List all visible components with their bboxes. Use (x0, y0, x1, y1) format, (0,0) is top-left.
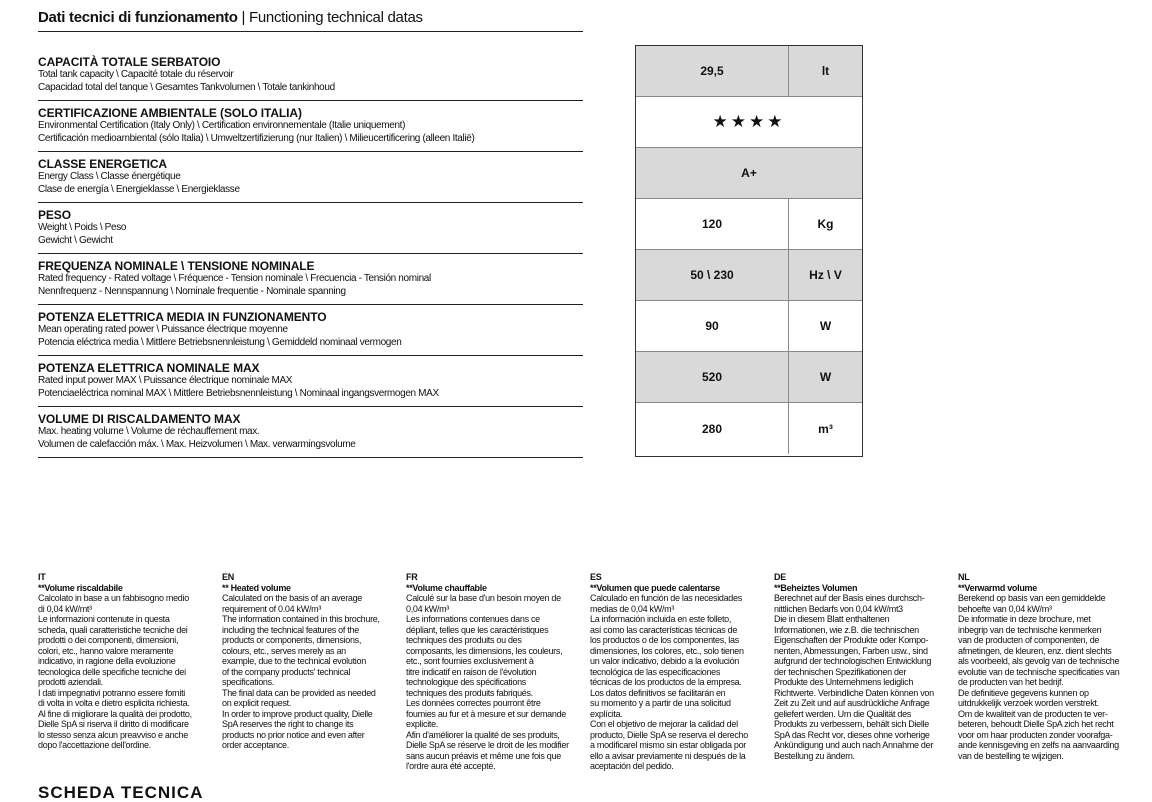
next-section-heading: SCHEDA TECNICA (38, 783, 204, 802)
note-language: FR (406, 572, 418, 582)
spec-translation: Max. heating volume \ Volume de réchauffement max. (38, 426, 260, 437)
spec-heading: CAPACITÀ TOTALE SERBATOIO (38, 55, 221, 69)
note-line: van de producten of componenten, de (958, 635, 1100, 645)
value-cell: 280 (636, 403, 789, 454)
note-it (38, 572, 218, 751)
note-line: aufgrund der technologischen Entwicklung (774, 656, 932, 666)
spec-row-weight (38, 203, 583, 254)
spec-translation: Gewicht \ Gewicht (38, 234, 113, 246)
unit-cell: lt (821, 64, 830, 78)
note-line: prodotti o dei componenti, dimensioni, (38, 635, 179, 645)
note-line: a modificarel mismo sin estar obligada por (590, 740, 746, 750)
note-line: colori, etc., hanno valore meramente (38, 645, 174, 656)
note-body (406, 593, 586, 772)
unit-cell: W (819, 370, 832, 384)
note-line: explicite. (406, 719, 439, 729)
spec-list (38, 50, 583, 458)
note-line: sans aucun préavis et même une fois que (406, 750, 561, 761)
note-line: colours, etc., serves merely as an (222, 645, 346, 656)
spec-translation: Rated input power MAX \ Puissance électrique nominale MAX (38, 375, 293, 386)
spec-row-frequency-voltage (38, 254, 583, 305)
note-line: beteren, behoudt Dielle SpA zich het recht (958, 719, 1114, 729)
note-line: of the company products' technical (222, 666, 351, 677)
note-heading: **Verwarmd volume (958, 582, 1037, 593)
note-es (590, 572, 770, 772)
note-line: Calcolato in base a un fabbisogno medio (38, 593, 189, 603)
note-line: nenten, Abmessungen, Farben usw., sind (774, 645, 928, 656)
note-heading: **Volume riscaldabile (38, 582, 123, 593)
spec-row-tank-capacity (38, 50, 583, 101)
note-line: Bestellung zu ändern. (774, 750, 855, 761)
note-language: DE (774, 572, 786, 582)
note-line: nittlichen Bedarfs von 0,04 kW/mt3 (774, 603, 903, 614)
note-line: Eigenschaften der Produkte oder Kompo- (774, 635, 929, 645)
value-cell: 50 \ 230 (636, 250, 789, 300)
spec-heading: PESO (38, 208, 71, 222)
spec-translation: Total tank capacity \ Capacité totale du réservoir (38, 69, 234, 80)
note-line: products no prior notice and even after (222, 729, 365, 740)
note-line: l'ordre aura été accepté. (406, 761, 496, 771)
note-line: specifications. (222, 677, 275, 687)
note-line: Om de kwaliteit van de producten te ver- (958, 708, 1108, 719)
spec-row-mean-power (38, 305, 583, 356)
note-line: Ankündigung und auch nach Annahme der (774, 740, 934, 750)
note-line: Produkts zu verbessern, behält sich Dielle (774, 719, 929, 729)
note-line: Al fine di migliorare la qualità dei prodotto, (38, 708, 192, 719)
page-title (38, 9, 423, 26)
note-line: In order to improve product quality, Dielle (222, 708, 373, 719)
value-row-frequency-voltage (636, 250, 862, 301)
spec-row-environmental-certification (38, 101, 583, 152)
note-language: EN (222, 572, 234, 582)
note-fr (406, 572, 586, 772)
note-line: ande kennisgeving en zelfs na aanvaarding (958, 740, 1119, 750)
note-line: etc., sont fournies exclusivement à (406, 656, 534, 666)
note-line: fournies au fur et à mesure et sur demande (406, 708, 566, 719)
note-line: un valor indicativo, debido a la evolución (590, 656, 740, 666)
note-body (38, 593, 218, 751)
spec-row-energy-class (38, 152, 583, 203)
note-body (958, 593, 1138, 761)
note-line: techniques des produits ou des (406, 635, 522, 645)
note-line: Calculé sur la base d'un besoin moyen de (406, 593, 561, 603)
note-line: de producten van het bedrijf. (958, 677, 1064, 687)
note-line: technologique des spécifications (406, 677, 526, 687)
value-cell: 120 (636, 199, 789, 249)
note-line: uitdrukkelijk verzoek worden verstrekt. (958, 698, 1099, 708)
note-language: IT (38, 572, 46, 582)
spec-translation: Potencia eléctrica media \ Mittlere Betriebsnennleistung \ Gemiddeld nominaal vermogen (38, 336, 402, 348)
note-line: requirement of 0.04 kW/m³ (222, 603, 322, 614)
value-row-energy-class (636, 148, 862, 199)
unit-cell: Hz \ V (809, 268, 842, 282)
note-line: producto, Dielle SpA se reserva el derecho (590, 729, 748, 740)
spec-translation: Clase de energía \ Energieklasse \ Energieklasse (38, 183, 240, 195)
spec-translation: Weight \ Poids \ Peso (38, 222, 127, 233)
note-line: afmetingen, de kleuren, enz. dient slechts (958, 645, 1112, 656)
spec-row-heating-volume (38, 407, 583, 458)
note-heading: **Volumen que puede calentarse (590, 582, 720, 593)
note-line: The final data can be provided as needed (222, 687, 376, 698)
note-line: Berekend op basis van een gemiddelde (958, 593, 1106, 603)
note-line: prodotti aziendali. (38, 677, 103, 687)
note-line: example, due to the technical evolution (222, 656, 366, 666)
spec-translation: Potenciaeléctrica nominal MAX \ Mittlere Betriebsnennleistung \ Nominaal ingangsvermogen MAX (38, 387, 439, 399)
note-line: behoefte van 0,04 kW/m³ (958, 603, 1052, 614)
value-cell: 29,5 (636, 46, 789, 96)
value-table (635, 45, 863, 457)
title-divider (38, 31, 583, 32)
note-line: including the technical features of the (222, 624, 359, 635)
spec-translation: Capacidad total del tanque \ Gesamtes Tankvolumen \ Totale tankinhoud (38, 81, 335, 93)
note-line: explícita. (590, 708, 623, 719)
note-line: Die in diesem Blatt enthaltenen (774, 614, 890, 624)
title-separator: | (237, 9, 249, 26)
note-line: Le informazioni contenute in questa (38, 614, 170, 624)
page-title-italian: Dati tecnici di funzionamento (38, 9, 238, 26)
value-row-heating-volume (636, 403, 862, 454)
value-row-max-power (636, 352, 862, 403)
note-line: evolutie van de technische specificaties van (958, 666, 1120, 677)
note-line: Berechnet auf der Basis eines durchsch- (774, 593, 925, 603)
spec-translation: Nennfrequenz - Nennspannung \ Nominale frequentie - Nominale spanning (38, 285, 346, 297)
spec-heading: CERTIFICAZIONE AMBIENTALE (SOLO ITALIA) (38, 106, 302, 120)
note-language: NL (958, 572, 970, 582)
note-line: Produkte des Unternehmens lediglich (774, 677, 914, 687)
note-line: Con el objetivo de mejorar la calidad del (590, 719, 738, 729)
note-line: techniques des produits fabriqués. (406, 687, 533, 698)
note-heading: **Volume chauffable (406, 582, 487, 593)
star-icons: ★★★★ (712, 112, 786, 131)
note-line: su momento y a partir de una solicitud (590, 698, 731, 708)
note-line: así como las características técnicas de (590, 624, 738, 635)
spec-translation: Certificación medioambiental (sólo Italia) \ Umweltzertifizierung (nur Italien) \ Milieucertificering (alleen Italië) (38, 132, 475, 144)
value-cell: 90 (636, 301, 789, 351)
note-line: Dielle SpA se réserve le droit de les modifier (406, 740, 569, 750)
spec-translation: Rated frequency - Rated voltage \ Fréquence - Tension nominale \ Frecuencia - Tensión nominal (38, 273, 431, 284)
note-line: lo stesso senza alcun preavviso e anche (38, 729, 188, 740)
note-line: tecnológica de las especificaciones (590, 666, 721, 677)
unit-cell: W (819, 319, 832, 333)
spec-heading: VOLUME DI RISCALDAMENTO MAX (38, 412, 241, 426)
value-cell: A+ (741, 166, 757, 180)
note-heading: **Beheiztes Volumen (774, 582, 858, 593)
note-line: geliefert werden. Um die Qualität des (774, 708, 911, 719)
note-line: Zeit zu Zeit und auf ausdrückliche Anfrage (774, 698, 930, 708)
note-line: dimensiones, los colores, etc., solo tienen (590, 645, 744, 656)
spec-translation: Environmental Certification (Italy Only) \ Certification environnementale (Italie uniquement) (38, 120, 406, 131)
note-line: los productos o de los componentes, las (590, 635, 739, 645)
note-line: Dielle SpA si riserva il diritto di modificare (38, 719, 189, 729)
note-line: Informationen, wie z.B. die technischen (774, 624, 919, 635)
note-line: der technischen Spezifikationen der (774, 666, 907, 677)
note-line: voor om haar producten zonder voorafga- (958, 729, 1113, 740)
note-line: aceptación del pedido. (590, 761, 674, 771)
note-heading: ** Heated volume (222, 582, 291, 593)
note-line: van de bestelling te wijzigen. (958, 750, 1064, 761)
spec-heading: FREQUENZA NOMINALE \ TENSIONE NOMINALE (38, 259, 315, 273)
note-line: SpA das Recht vor, dieses ohne vorherige (774, 729, 930, 740)
note-line: técnicas de los productos de la empresa. (590, 677, 742, 687)
note-line: Les données correctes pourront être (406, 698, 541, 708)
value-row-tank-capacity (636, 46, 862, 97)
value-row-weight (636, 199, 862, 250)
note-line: dépliant, telles que les caractéristiques (406, 624, 549, 635)
note-line: scheda, quali caratteristiche tecniche dei (38, 624, 188, 635)
note-body (590, 593, 770, 772)
note-body (222, 593, 402, 751)
note-line: The information contained in this brochure, (222, 614, 380, 624)
note-nl (958, 572, 1138, 761)
spec-translation: Energy Class \ Classe énergétique (38, 171, 181, 182)
note-line: De informatie in deze brochure, met (958, 614, 1091, 624)
note-line: Afin d'améliorer la qualité de ses produits, (406, 729, 560, 740)
note-language: ES (590, 572, 602, 582)
spec-heading: CLASSE ENERGETICA (38, 157, 167, 171)
spec-row-max-power (38, 356, 583, 407)
spec-heading: POTENZA ELETTRICA MEDIA IN FUNZIONAMENTO (38, 310, 327, 324)
note-line: dopo l'accettazione dell'ordine. (38, 740, 151, 750)
note-line: SpA reserves the right to change its (222, 719, 354, 729)
note-en (222, 572, 402, 751)
note-line: 0,04 kW/m³ (406, 603, 450, 614)
page-title-english: Functioning technical datas (249, 9, 423, 26)
note-line: Les informations contenues dans ce (406, 614, 540, 624)
disclaimer-notes (0, 572, 1152, 772)
note-line: als voorbeeld, als gevolg van de technische (958, 656, 1120, 666)
note-line: composants, les dimensions, les couleurs, (406, 645, 563, 656)
note-line: titre indicatif en raison de l'évolution (406, 666, 537, 677)
note-line: Richtwerte. Verbindliche Daten können von (774, 687, 934, 698)
note-line: order acceptance. (222, 740, 289, 750)
unit-cell: m³ (818, 421, 833, 436)
note-line: medias de 0,04 kW/m³ (590, 603, 675, 614)
unit-cell: Kg (817, 217, 834, 231)
note-line: I dati impegnativi potranno essere forniti (38, 687, 185, 698)
spec-translation: Mean operating rated power \ Puissance électrique moyenne (38, 324, 288, 335)
spec-heading: POTENZA ELETTRICA NOMINALE MAX (38, 361, 260, 375)
note-line: products or components, dimensions, (222, 635, 362, 645)
note-line: La información incluida en este folleto, (590, 614, 732, 624)
note-line: ello a avisar previamente ni después de la (590, 750, 746, 761)
note-line: Los datos definitivos se facilitarán en (590, 687, 726, 698)
note-line: tecnologica delle specifiche tecniche dei (38, 666, 186, 677)
note-line: Calculated on the basis of an average (222, 593, 363, 603)
note-line: on explicit request. (222, 698, 292, 708)
note-body (774, 593, 954, 761)
spec-translation: Volumen de calefacción máx. \ Max. Heizvolumen \ Max. verwarmingsvolume (38, 438, 356, 450)
note-line: inbegrip van de technische kenmerken (958, 624, 1102, 635)
value-row-mean-power (636, 301, 862, 352)
note-de (774, 572, 954, 761)
note-line: indicativo, in ragione della evoluzione (38, 656, 176, 666)
note-line: De definitieve gegevens kunnen op (958, 687, 1089, 698)
note-line: di 0,04 kW/mt³ (38, 603, 92, 614)
star-rating (636, 97, 862, 147)
note-line: Calculado en función de las necesidades (590, 593, 742, 603)
value-row-environmental-certification (636, 97, 862, 148)
value-cell: 520 (636, 352, 789, 402)
note-line: di volta in volta e dietro esplicita richiesta. (38, 698, 190, 708)
